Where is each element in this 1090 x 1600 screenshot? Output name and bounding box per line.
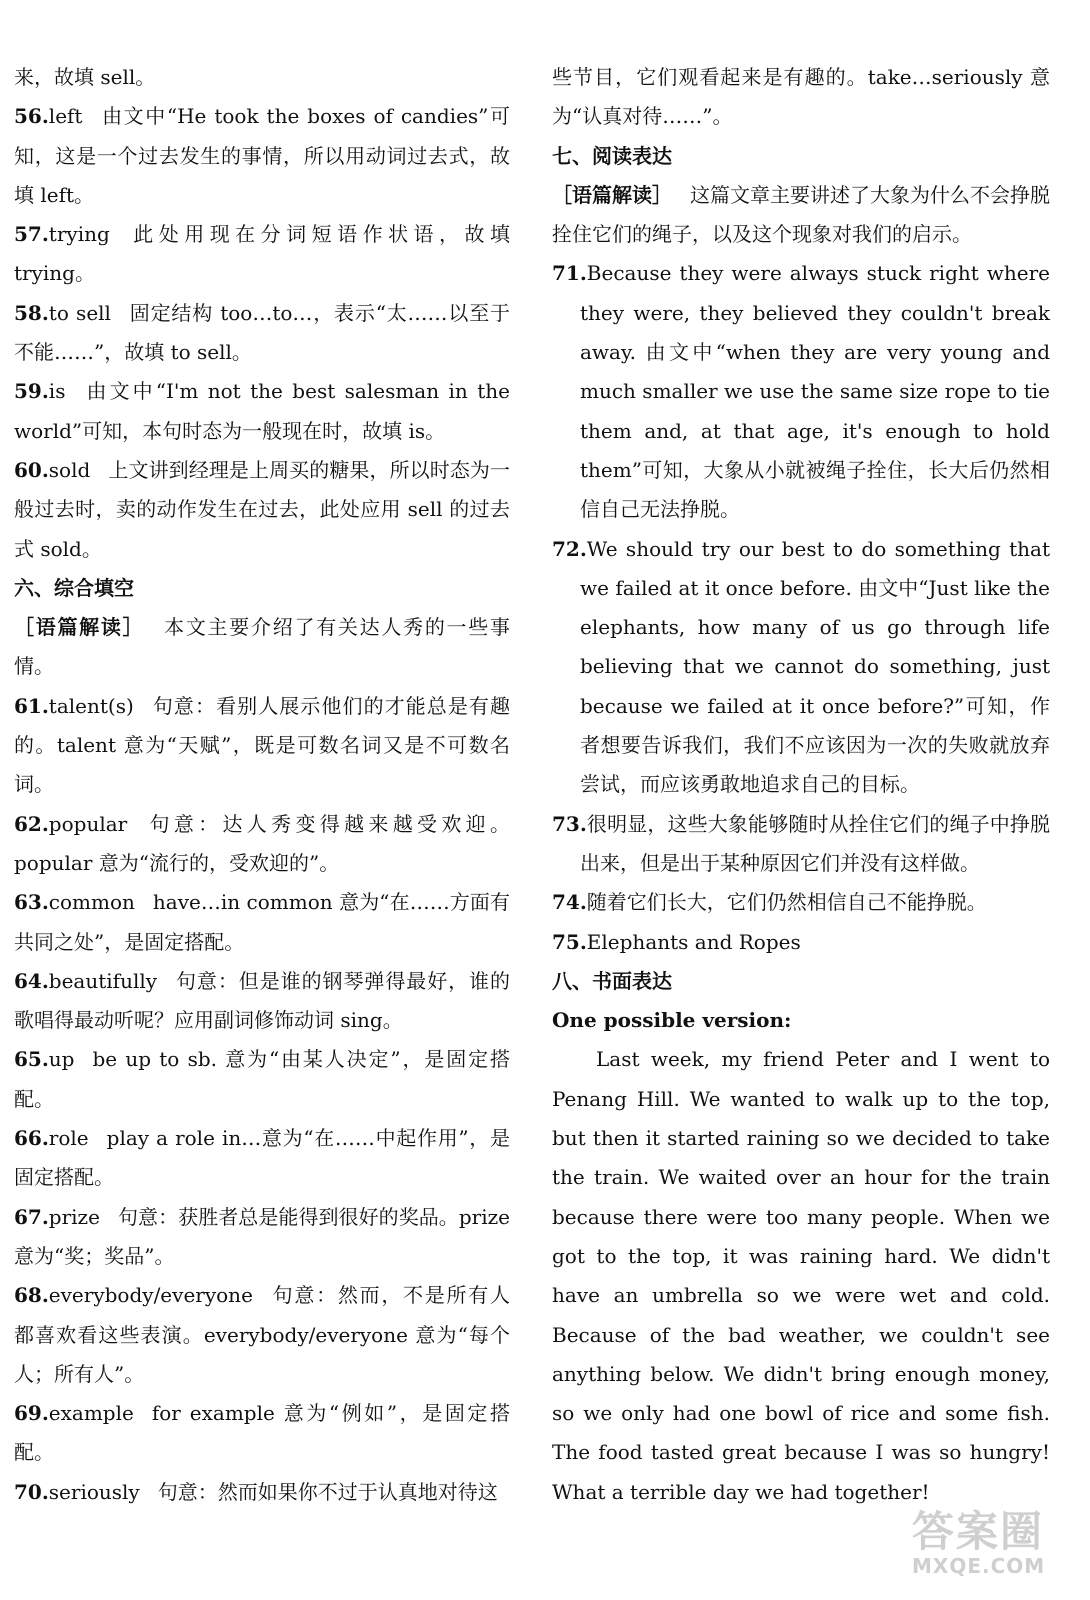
continuation-text: 来，故填 sell。 xyxy=(14,65,156,89)
answer-item-61: 61.talent(s) 句意：看别人展示他们的才能总是有趣的。talent 意为“天赋”，既是可数名词又是不可数名词。 xyxy=(14,693,510,797)
answer-item-69: 69.example for example 意为“例如”，是固定搭配。 xyxy=(14,1401,510,1465)
answer-item-68: 68.everybody/everyone 句意：然而，不是所有人都喜欢看这些表演。everybody/everyone 意为“每个人；所有人”。 xyxy=(14,1283,510,1386)
right-column xyxy=(552,58,1050,1512)
section-heading-7: 七、阅读表达 xyxy=(552,143,672,168)
watermark-en-text: MXQE.COM xyxy=(912,1554,1046,1578)
section-heading-6: 六、综合填空 xyxy=(14,575,134,600)
answer-list-c xyxy=(552,254,1050,961)
answer-item-72: 72.We should try our best to do something that we failed at it once before. 由文中“Just like the elephants, how many of us go through life believing that we cannot do something, just because we failed at it once before?”可知，作者想要告诉我们，我们不应该因为一次的失败就放弃尝试，而应该勇敢地追求自己的目标。 xyxy=(552,536,1050,797)
continuation-text: 些节目，它们观看起来是有趣的。take…seriously 意为“认真对待……”。 xyxy=(552,65,1050,129)
left-column xyxy=(14,58,510,1512)
answer-item-73: 73.很明显，这些大象能够随时从拴住它们的绳子中挣脱出来，但是出于某种原因它们并没有这样做。 xyxy=(552,811,1050,875)
answer-item-75: 75.Elephants and Ropes xyxy=(552,929,801,954)
answer-item-65: 65.up be up to sb. 意为“由某人决定”，是固定搭配。 xyxy=(14,1047,510,1111)
answer-item-67: 67.prize 句意：获胜者总是能得到很好的奖品。prize 意为“奖；奖品”。 xyxy=(14,1204,510,1268)
answer-list-b xyxy=(14,687,510,1512)
answer-item-62: 62.popular 句意：达人秀变得越来越受欢迎。popular 意为“流行的，受欢迎的”。 xyxy=(14,811,510,875)
answer-item-66: 66.role play a role in…意为“在……中起作用”，是固定搭配。 xyxy=(14,1126,510,1190)
passage-summary-7: ［语篇解读］ 这篇文章主要讲述了大象为什么不会挣脱拴住它们的绳子，以及这个现象对我们的启示。 xyxy=(552,182,1050,247)
answer-item-64: 64.beautifully 句意：但是谁的钢琴弹得最好，谁的歌唱得最动听呢？应用副词修饰动词 sing。 xyxy=(14,968,510,1033)
answer-item-56: 56.left 由文中“He took the boxes of candies”可知，这是一个过去发生的事情，所以用动词过去式，故填 left。 xyxy=(14,104,510,207)
sample-essay: Last week, my friend Peter and I went to Penang Hill. We wanted to walk up to the top, but then it started raining so we decided to take the train. We waited over an hour for the train because there were too many people. When we got to the top, it was raining hard. We didn't have an umbrella so we were wet and cold. Because of the bad weather, we couldn't see anything below. We didn't bring enough money, so we only had one bowl of rice and some fish. The food tasted great because I was so hungry! What a terrible day we had together! xyxy=(552,1047,1050,1504)
watermark-cn-text: 答案圈 xyxy=(912,1507,1045,1556)
answer-item-70: 70.seriously 句意：然而如果你不过于认真地对待这 xyxy=(14,1479,498,1504)
essay-label: One possible version: xyxy=(552,1008,792,1033)
answer-item-60: 60.sold 上文讲到经理是上周买的糖果，所以时态为一般过去时，卖的动作发生在过去，此处应用 sell 的过去式 sold。 xyxy=(14,457,510,561)
site-watermark xyxy=(912,1507,1072,1582)
answer-item-57: 57.trying 此处用现在分词短语作状语，故填 trying。 xyxy=(14,222,510,286)
answer-item-59: 59.is 由文中“I'm not the best salesman in the world”可知，本句时态为一般现在时，故填 is。 xyxy=(14,379,510,443)
passage-summary-6: ［语篇解读］ 本文主要介绍了有关达人秀的一些事情。 xyxy=(14,615,511,679)
section-heading-8: 八、书面表达 xyxy=(552,968,672,993)
answer-item-63: 63.common have…in common 意为“在……方面有共同之处”，是固定搭配。 xyxy=(14,890,510,954)
answer-item-74: 74.随着它们长大，它们仍然相信自己不能挣脱。 xyxy=(552,890,987,915)
answer-item-58: 58.to sell 固定结构 too…to…，表示“太……以至于不能……”，故填 to sell。 xyxy=(14,300,511,365)
answer-list-a xyxy=(14,97,510,569)
answer-item-71: 71.Because they were always stuck right where they were, they believed they couldn't break away. 由文中“when they are very young and much smaller we use the same size rope to tie them and, at that age, it's enough to hold them”可知，大象从小就被绳子拴住，长大后仍然相信自己无法挣脱。 xyxy=(552,261,1050,522)
